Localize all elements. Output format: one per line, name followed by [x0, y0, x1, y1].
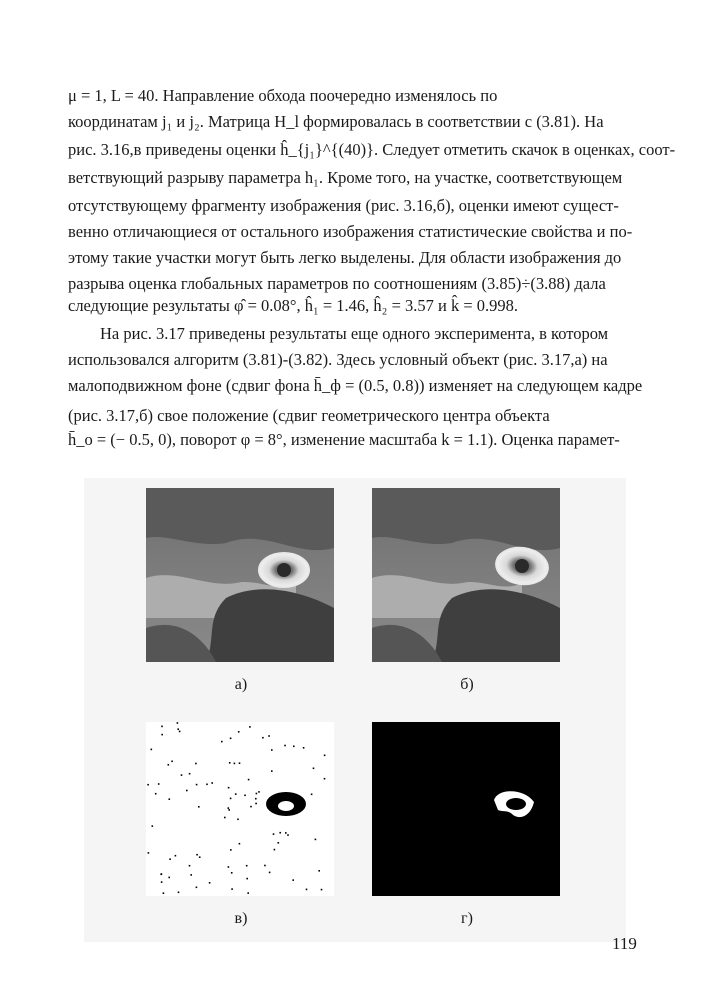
speckle-dot	[303, 747, 305, 749]
speckle-dot	[279, 832, 281, 834]
speckle-dot	[161, 726, 163, 728]
speckle-dot	[244, 795, 246, 797]
speckle-dot	[148, 852, 150, 854]
speckle-dot	[209, 882, 211, 884]
speckle-dot	[189, 773, 191, 775]
speckle-dot	[247, 892, 249, 894]
speckle-dot	[179, 731, 181, 733]
speckle-dot	[230, 849, 232, 851]
speckle-dot	[169, 798, 171, 800]
speckle-dot	[177, 722, 179, 724]
speckle-dot	[235, 793, 237, 795]
speckle-dot	[160, 874, 162, 876]
speckle-dot	[271, 770, 273, 772]
speckle-dot	[195, 763, 197, 765]
text-line-8: разрыва оценка глобальных параметров по соотношениям (3.85)÷(3.88) дала	[68, 274, 606, 293]
speckle-dot	[228, 807, 230, 809]
speckle-dot	[234, 763, 236, 765]
speckle-dot	[155, 793, 157, 795]
speckle-dot	[313, 768, 315, 770]
speckle-dot	[171, 761, 173, 763]
figure-image-c	[146, 722, 334, 896]
text-line-13: (рис. 3.17,б) свое положение (сдвиг геометрического центра объекта	[68, 406, 550, 425]
speckle-dot	[273, 833, 275, 835]
speckle-dot	[269, 808, 271, 810]
speckle-dot	[292, 879, 294, 881]
figure-image-b	[372, 488, 560, 662]
speckle-dot	[287, 834, 289, 836]
figure-panel	[84, 478, 626, 942]
speckle-dot	[238, 731, 240, 733]
speckle-dot	[231, 872, 233, 874]
text-line-4: ветствующий разрыву параметра h₁. Кроме того, на участке, соответствующем	[68, 168, 623, 187]
speckle-dot	[239, 762, 241, 764]
speckle-dot	[271, 749, 273, 751]
speckle-dot	[178, 892, 180, 894]
speckle-dot	[256, 793, 258, 795]
speckle-dot	[269, 872, 271, 874]
speckle-dot	[268, 735, 270, 737]
speckle-dot	[228, 809, 230, 811]
speckle-dot	[324, 778, 326, 780]
speckle-dot	[147, 784, 149, 786]
speckle-dot	[190, 874, 192, 876]
figure-image-d	[372, 722, 560, 896]
speckle-dot	[175, 855, 177, 857]
caption-d: г)	[461, 910, 473, 927]
speckle-dot	[239, 843, 241, 845]
caption-c: в)	[234, 910, 248, 927]
speckle-dot	[274, 849, 276, 851]
speckle-dot	[199, 856, 201, 858]
speckle-dot	[324, 755, 326, 757]
speckle-dot	[196, 887, 198, 889]
text-line-2: координатам j₁ и j₂. Матрица H_l формировалась в соответствии с (3.81). На	[68, 112, 604, 131]
text-line-14: h̄_o = (− 0.5, 0), поворот φ = 8°, изменение масштаба k = 1.1). Оценка парамет-	[68, 430, 620, 449]
text-line-3: рис. 3.16,в приведены оценки ĥ_{j₁}^{(40)}. Следует отметить скачок в оценках, соот-	[68, 140, 676, 159]
speckle-dot	[206, 784, 208, 786]
text-line-7: этому такие участки могут быть легко выделены. Для области изображения до	[68, 248, 622, 267]
caption-b: б)	[460, 676, 474, 693]
speckle-dot	[229, 762, 231, 764]
speckle-dot	[321, 889, 323, 891]
speckle-dot	[151, 749, 153, 751]
speckle-dot	[318, 870, 320, 872]
text-line-9: следующие результаты φ̂ = 0.08°, ĥ₁ = 1.46, ĥ₂ = 3.57 и k̂ = 0.998.	[68, 296, 519, 315]
text-line-5: отсутствующему фрагменту изображения (рис. 3.16,б), оценки имеют сущест-	[68, 196, 619, 215]
speckle-dot	[246, 865, 248, 867]
speckle-dot	[168, 877, 170, 879]
speckle-dot	[278, 842, 280, 844]
speckle-dot	[311, 794, 313, 796]
speckle-dot	[249, 726, 251, 728]
speckle-dot	[248, 779, 250, 781]
text-line-6: венно отличающиеся от остального изображения статистические свойства и по-	[68, 222, 633, 241]
text-line-11: использовался алгоритм (3.81)-(3.82). Здесь условный объект (рис. 3.17,а) на	[68, 350, 608, 369]
speckle-dot	[285, 832, 287, 834]
speckle-dot	[158, 783, 160, 785]
speckle-dot	[177, 728, 179, 730]
speckle-dot	[161, 881, 163, 883]
speckle-dot	[284, 745, 286, 747]
speckle-dot	[255, 803, 257, 805]
speckle-dot	[163, 892, 165, 894]
speckle-dot	[231, 888, 233, 890]
speckle-dot	[211, 782, 213, 784]
speckle-dot	[152, 825, 154, 827]
speckle-dot	[228, 787, 230, 789]
speckle-dot	[169, 858, 171, 860]
speckle-dot	[198, 806, 200, 808]
speckle-dot	[293, 746, 295, 748]
speckle-dot	[186, 790, 188, 792]
speckle-dot	[230, 738, 232, 740]
speckle-dot	[246, 878, 248, 880]
speckle-dot	[258, 791, 260, 793]
page-number: 119	[612, 934, 637, 953]
speckle-dot	[181, 774, 183, 776]
speckle-dot	[315, 839, 317, 841]
text-line-1: μ = 1, L = 40. Направление обхода поочередно изменялось по	[68, 86, 498, 105]
speckle-dot	[306, 889, 308, 891]
speckle-dot	[196, 854, 198, 856]
speckle-dot	[262, 737, 264, 739]
speckle-dot	[189, 865, 191, 867]
text-line-12: малоподвижном фоне (сдвиг фона h̄_ф = (0.5, 0.8)) изменяет на следующем кадре	[68, 376, 643, 395]
speckle-dot	[221, 741, 223, 743]
speckle-dot	[237, 819, 239, 821]
caption-a: а)	[234, 676, 248, 693]
speckle-dot	[228, 866, 230, 868]
speckle-dot	[264, 865, 266, 867]
speckle-dot	[196, 784, 198, 786]
speckle-dot	[230, 798, 232, 800]
speckle-dot	[168, 764, 170, 766]
text-line-10: На рис. 3.17 приведены результаты еще одного эксперимента, в котором	[100, 324, 609, 343]
speckle-dot	[250, 806, 252, 808]
speckle-dot	[224, 817, 226, 819]
figure-image-a	[146, 488, 334, 662]
speckle-dot	[161, 734, 163, 736]
speckle-dot	[255, 798, 257, 800]
